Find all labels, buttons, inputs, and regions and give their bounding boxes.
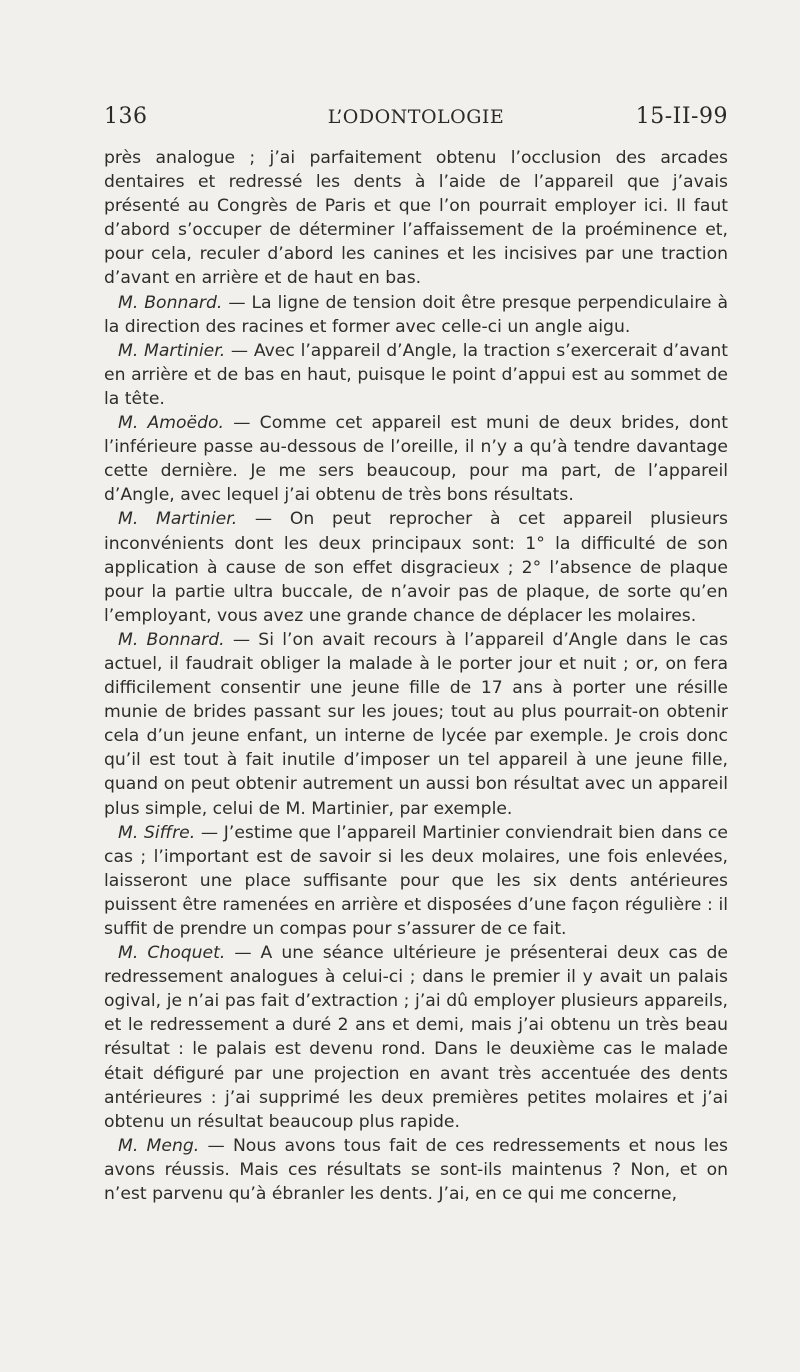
paragraph-text: — A une séance ultérieure je présenterai deux cas de redressement analogues à celui-ci ; dans le premier il y avait un palais ogival, je n’ai pas fait d’extraction ; j’ai dû employer plusieurs appareils, et le redressement a duré 2 ans et demi, mais j’ai obtenu un très beau résultat : le palais est devenu rond. Dans le deuxième cas le malade était défiguré par une projection en avant très accentuée des dents antérieures : j’ai supprimé les deux premières petites molaires et j’ai obtenu un résultat beaucoup plus rapide. (104, 943, 728, 1132)
paragraph (104, 1134, 728, 1206)
paragraph-text: — On peut reprocher à cet appareil plusieurs inconvénients dont les deux principaux sont: 1° la difficulté de son application à cause de son effet disgracieux ; 2° l’absence de plaque pour la partie ultra buccale, de n’avoir pas de plaque, de sorte qu’en l’employant, vous avez une grande chance de déplacer les molaires. (104, 509, 728, 626)
paragraph-text: — La ligne de tension doit être presque perpendiculaire à la direction des racines et former avec celle-ci un angle aigu. (104, 292, 729, 337)
paragraph-text: — Comme cet appareil est muni de deux brides, dont l’inférieure passe au-dessous de l’oreille, il n’y a qu’à tendre davantage cette dernière. Je me sers beaucoup, pour ma part, de l’appareil d’Angle, avec lequel j’ai obtenu de très bons résultats. (104, 413, 728, 506)
paragraph (104, 411, 728, 507)
paragraph (104, 507, 728, 627)
paragraph-text: — Avec l’appareil d’Angle, la traction s’exercerait d’avant en arrière et de bas en haut, puisque le point d’appui est au sommet de la tête. (104, 340, 728, 409)
paragraph (104, 339, 728, 411)
page-number: 136 (104, 104, 148, 129)
paragraph-text: — Nous avons tous fait de ces redressements et nous les avons réussis. Mais ces résultats se sont-ils maintenus ? Non, et on n’est parvenu qu’à ébranler les dents. J’ai, en ce qui me concerne, (104, 1135, 728, 1205)
issue-date: 15-II-99 (635, 104, 728, 129)
paragraph-text: près analogue ; j’ai parfaitement obtenu l’occlusion des arcades dentaires et redressé les dents à l’aide de l’appareil que j’avais présenté au Congrès de Paris et que l’on pourrait employer ici. Il faut d’abord s’occuper de déterminer l’affaissement de la proéminence et, pour cela, reculer d’abord les canines et les incisives par une traction d’avant en arrière et de haut en bas. (104, 148, 728, 289)
journal-title: L’ODONTOLOGIE (327, 106, 505, 128)
paragraph (104, 291, 728, 339)
speaker-name: M. Choquet. (118, 943, 226, 964)
paragraph-text: — Si l’on avait recours à l’appareil d’Angle dans le cas actuel, il faudrait obliger la malade à le porter jour et nuit ; or, on fera difficilement consentir une jeune fille de 17 ans à porter une résille munie de brides passant sur les joues; tout au plus pourrait-on obtenir cela d’un jeune enfant, un interne de lycée par exemple. Je crois donc qu’il est tout à fait inutile d’imposer un tel appareil à une jeune fille, quand on peut obtenir autrement un aussi bon résultat avec un appareil plus simple, celui de M. Martinier, par exemple. (104, 629, 729, 819)
speaker-name: M. Meng. (118, 1135, 200, 1156)
speaker-name: M. Bonnard. (118, 292, 223, 313)
speaker-name: M. Siffre. (118, 822, 196, 843)
paragraph (104, 146, 728, 291)
paragraph (104, 628, 728, 821)
running-header (104, 104, 728, 136)
article-body (104, 146, 728, 1206)
speaker-name: M. Martinier. (118, 509, 238, 530)
paragraph-text: — J’estime que l’appareil Martinier conviendrait bien dans ce cas ; l’important est de savoir si les deux molaires, une fois enlevées, laisseront une place suffisante pour que les six dents antérieures puissent être ramenées en arrière et disposées d’une façon régulière : il suffit de prendre un compas pour s’assurer de ce fait. (104, 822, 728, 939)
speaker-name: M. Bonnard. (118, 629, 225, 650)
speaker-name: M. Amoëdo. (118, 413, 225, 434)
paragraph (104, 821, 728, 941)
speaker-name: M. Martinier. (118, 340, 226, 361)
paragraph (104, 941, 728, 1134)
